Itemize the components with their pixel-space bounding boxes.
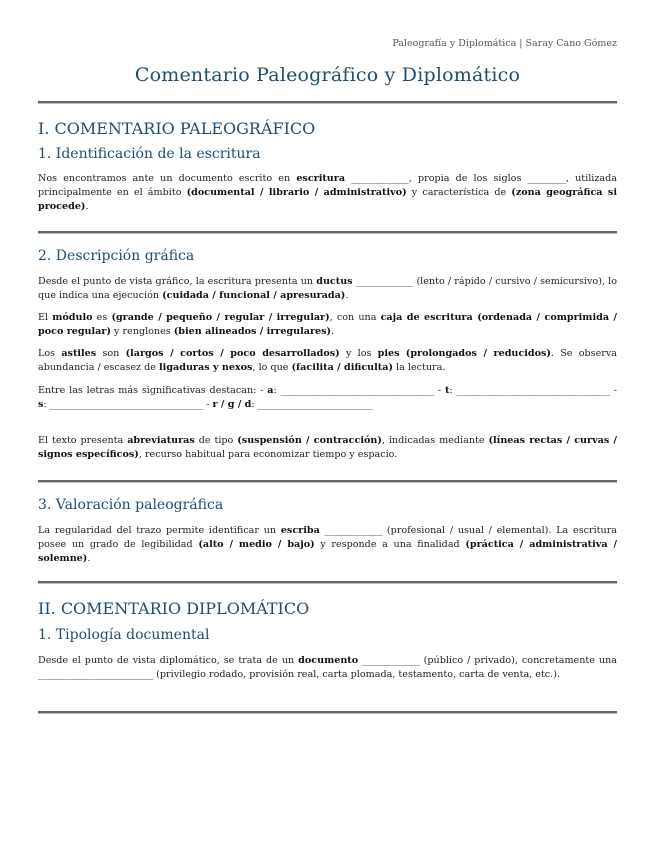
paragraph-astiles: Los astiles son (largos / cortos / poco desarrollados) y los pies (prolongados / reducidos). Se observa abundancia / escasez de ligaduras y nexos, lo que (facilita / dificulta) la lectura. [38,348,617,373]
document-title: Comentario Paleográfico y Diplomático [134,64,521,86]
divider [38,101,617,104]
paragraph-letters: Entre las letras más significativas destacan: - a: ________________________________ - t: ________________________________ - s: ________________________________ - r / g / d: ________________________ [38,385,617,410]
divider [38,231,617,234]
divider [38,480,617,483]
paragraph-assessment: La regularidad del trazo permite identificar un escriba ____________ (profesional / usual / elemental). La escritura posee un grado de legibilidad (alto / medio / bajo) y responde a una finalidad (práctica / administrativa / solemne). [38,525,618,564]
subsection-heading-assessment: 3. Valoración paleográfica [38,497,224,513]
paragraph-identification: Nos encontramos ante un documento escrito en escritura ____________, propia de los siglos ________, utilizada principalmente en el ámbito (documental / librario / administrativo) y característica de (zona geográfica si procede). [38,173,617,212]
subsection-heading-typology: 1. Tipología documental [38,627,210,643]
paragraph-abbreviations: El texto presenta abreviaturas de tipo (suspensión / contracción), indicadas mediante (líneas rectas / curvas / signos específicos), recurso habitual para economizar tiempo y espacio. [38,435,618,460]
subsection-heading-identification: 1. Identificación de la escritura [38,146,261,162]
divider [38,711,617,714]
divider [38,581,617,584]
section-heading-diplomatic: II. COMENTARIO DIPLOMÁTICO [38,599,310,618]
paragraph-module: El módulo es (grande / pequeño / regular / irregular), con una caja de escritura (ordenada / comprimida / poco regular) y renglones (bien alineados / irregulares). [38,312,617,337]
running-header: Paleografía y Diplomática | Saray Cano Gómez [392,38,617,49]
subsection-heading-graphic-description: 2. Descripción gráfica [38,248,195,264]
section-heading-paleographic: I. COMENTARIO PALEOGRÁFICO [38,119,316,138]
paragraph-typology: Desde el punto de vista diplomático, se trata de un documento ____________ (público / privado), concretamente una ________________________ (privilegio rodado, provisión real, carta plomada, testamento, carta de venta, etc.). [38,655,617,680]
paragraph-ductus: Desde el punto de vista gráfico, la escritura presenta un ductus ____________ (lento / rápido / cursivo / semicursivo), lo que indica una ejecución (cuidada / funcional / apresurada). [38,276,617,301]
